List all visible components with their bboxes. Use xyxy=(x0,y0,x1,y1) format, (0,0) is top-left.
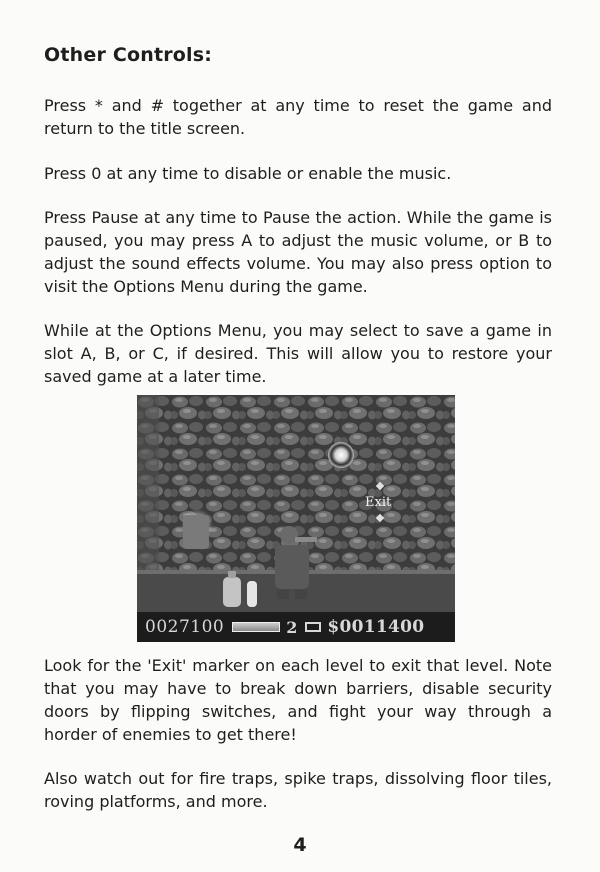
hud-money: $0011400 xyxy=(327,617,425,637)
game-scene xyxy=(137,395,455,612)
paragraph-options: While at the Options Menu, you may select to save a game in slot A, B, or C, if desired. This will allow you to restore your saved game at a later time. xyxy=(44,321,552,386)
section-heading: Other Controls: xyxy=(44,44,213,66)
hud-score: 0027100 xyxy=(145,617,225,637)
paragraph-reset: Press * and # together at any time to reset the game and return to the title screen. xyxy=(44,96,552,138)
hud-lives: 2 xyxy=(286,617,298,637)
orb-icon xyxy=(328,442,354,468)
paragraph-pause: Press Pause at any time to Pause the action. While the game is paused, you may press A to adjust the music volume, or B to adjust the sound effects volume. You may also press option to visit the Options Menu during the game. xyxy=(44,208,552,296)
game-hud xyxy=(137,612,455,642)
paragraph-music: Press 0 at any time to disable or enable the music. xyxy=(44,164,452,183)
exit-marker: Exit xyxy=(365,495,392,510)
game-screenshot xyxy=(137,395,455,642)
keycard-icon xyxy=(305,622,321,632)
paragraph-exit: Look for the 'Exit' marker on each level to exit that level. Note that you may have to break down barriers, disable security doors by flipping switches, and fight your way through a horder of enemies to get there! xyxy=(44,656,552,744)
wall-edge xyxy=(137,395,159,570)
paragraph-traps: Also watch out for fire traps, spike traps, dissolving floor tiles, roving platforms, and more. xyxy=(44,769,552,811)
enemy-robot xyxy=(183,515,209,549)
health-bar xyxy=(232,622,280,632)
page-number: 4 xyxy=(293,834,307,856)
